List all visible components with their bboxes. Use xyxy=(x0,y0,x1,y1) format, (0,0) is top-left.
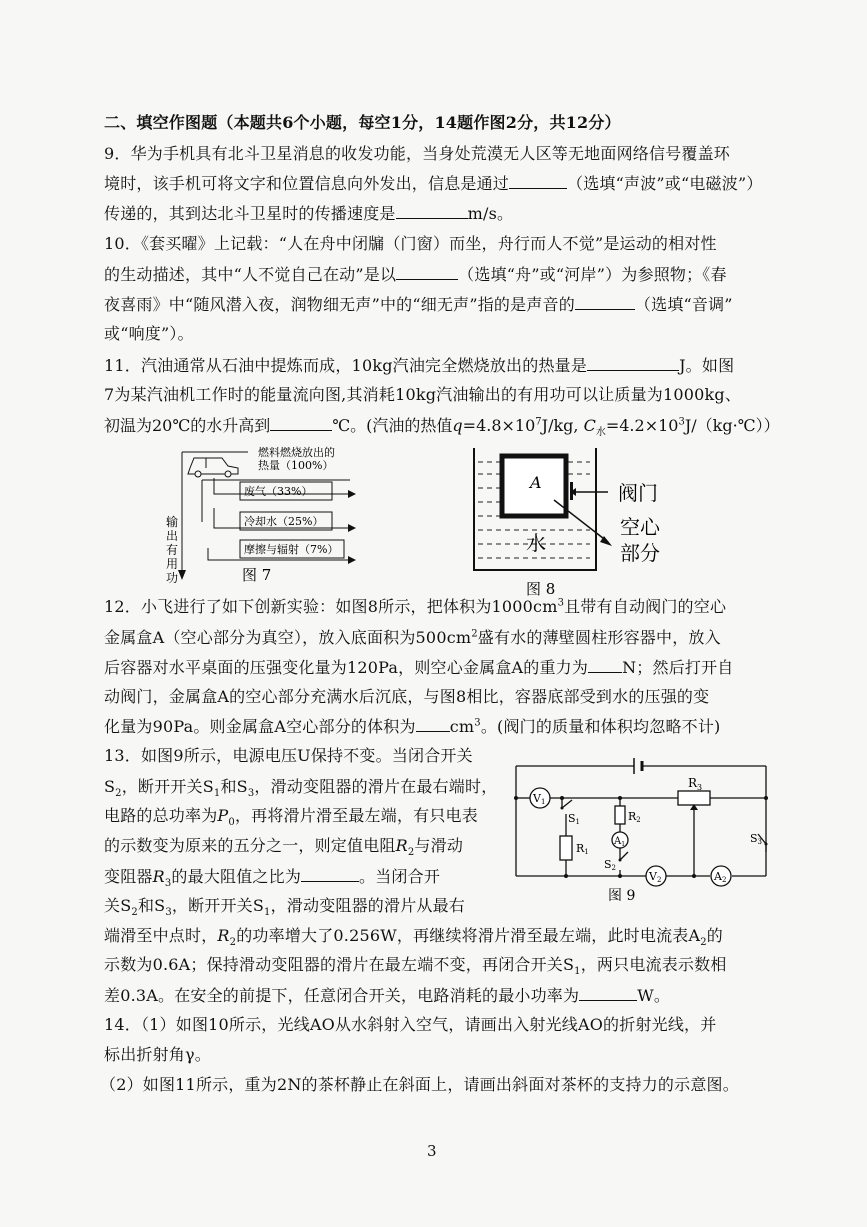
q13-subscript: 2 xyxy=(115,788,122,800)
q13-symbol: P xyxy=(217,806,229,825)
car-icon xyxy=(188,458,238,477)
q13-text: ，滑动变阻器的滑片从最右 xyxy=(270,896,466,915)
q9-line-2 xyxy=(104,173,784,194)
q13-subscript: 3 xyxy=(164,878,172,890)
q11-symbol: q xyxy=(452,416,463,435)
q12-exponent: 2 xyxy=(471,628,478,640)
fig7-cooling-label: 冷却水（25%） xyxy=(244,515,324,528)
r1-label: R1 xyxy=(576,842,589,856)
rheostat-r3 xyxy=(678,791,710,805)
q13-subscript: 2 xyxy=(131,907,138,919)
switch-s1-pivot xyxy=(561,807,564,810)
switch-s2 xyxy=(620,852,628,860)
q12-exponent: 3 xyxy=(474,717,481,729)
q10-text: （选填“音调” xyxy=(634,295,733,314)
q13-symbol: R xyxy=(152,867,165,886)
a1-label: $A_1$ xyxy=(614,836,626,848)
resistor-r2 xyxy=(615,806,625,824)
q12-blank-2[interactable] xyxy=(416,716,450,732)
q13-text: W。 xyxy=(637,986,671,1005)
figure-9-circuit xyxy=(510,748,772,904)
q13-text: 变阻器 xyxy=(104,867,153,886)
q12-text: 12．小飞进行了如下创新实验：如图8所示，把体积为1000cm xyxy=(104,597,558,616)
section-heading: 二、填空作图题（本题共6个小题，每空1分，14题作图2分，共12分） xyxy=(104,113,621,132)
q13-subscript: 2 xyxy=(407,847,415,859)
q13-line-8 xyxy=(104,955,784,978)
q14-line-1: 14．（1）如图10所示，光线AO从水斜射入空气，请画出入射光线AO的折射光线，并 xyxy=(104,1015,717,1034)
hollow-label-1: 空心 xyxy=(620,515,660,539)
q12-text: 盛有水的薄壁圆柱形容器中，放入 xyxy=(477,628,721,647)
q13-text: 关S xyxy=(104,896,132,915)
q11-subscript: 水 xyxy=(595,427,606,439)
q11-line-3 xyxy=(104,415,784,439)
q12-text: 金属盒A（空心部分为真空），放入底面积为500cm xyxy=(104,628,472,647)
q11-blank-1[interactable] xyxy=(587,355,679,371)
q12-text: 且带有自动阀门的空心 xyxy=(564,597,727,616)
q13-subscript: 2 xyxy=(229,937,237,949)
s2-label: S2 xyxy=(604,858,617,872)
q13-text: ，断开开关S xyxy=(171,896,265,915)
q13-text: 的示数变为原来的五分之一，则定值电阻 xyxy=(104,836,396,855)
q13-text: 端滑至中点时， xyxy=(104,926,218,945)
q11-text: J。如图 xyxy=(679,356,735,375)
q12-text: 化量为90Pa。则金属盒A空心部分的体积为 xyxy=(104,717,416,736)
s3-label: S3 xyxy=(750,832,763,846)
q13-subscript: 3 xyxy=(165,907,172,919)
q13-text: ，滑动变阻器的滑片在最右端时， xyxy=(254,777,498,796)
q11-exponent: 7 xyxy=(535,416,542,428)
q13-text: 。当闭合开 xyxy=(359,867,441,886)
hollow-pointer xyxy=(554,500,608,542)
q13-line-3 xyxy=(104,806,504,829)
q11-symbol: C xyxy=(583,416,596,435)
q10-text: （选填“舟”或“河岸”）为参照物；《春 xyxy=(458,265,727,284)
q13-subscript: 1 xyxy=(213,788,221,800)
s1-label: S1 xyxy=(568,812,581,826)
q10-line-4: 或“响度”）。 xyxy=(104,324,194,343)
friction-arrowhead xyxy=(348,556,356,564)
q10-text: 夜喜雨》中“随风潜入夜，润物细无声”中的“细无声”指的是声音的 xyxy=(104,295,575,314)
q13-text: 和S xyxy=(220,777,248,796)
q13-line-5 xyxy=(104,866,504,890)
fig7-top-label-2: 热量（100%） xyxy=(258,459,334,472)
q10-text: 的生动描述，其中“人不觉自己在动”是以 xyxy=(104,265,397,284)
junction-dots xyxy=(514,796,768,878)
q13-symbol: R xyxy=(395,836,408,855)
q11-text: 初温为20℃的水升高到 xyxy=(104,416,271,435)
q9-text: （选填“声波”或“电磁波”） xyxy=(567,174,763,193)
q10-line-3 xyxy=(104,294,784,315)
resistor-r1 xyxy=(560,836,572,860)
q12-line-2 xyxy=(104,628,784,648)
q10-line-2 xyxy=(104,264,784,285)
fig7-caption: 图 7 xyxy=(242,566,272,584)
box-a-label: A xyxy=(530,473,542,492)
q13-text: 和S xyxy=(137,896,166,915)
q11-line-2: 7为某汽油机工作时的能量流向图,其消耗10kg汽油输出的有用功可以让质量为1000kg、 xyxy=(104,385,742,404)
q13-blank-1[interactable] xyxy=(301,866,359,882)
q13-text: S xyxy=(104,777,116,796)
fig9-caption: 图 9 xyxy=(608,888,636,904)
q10-line-1: 10．《套买曜》上记载：“人在舟中闭牖（门窗）而坐，舟行而人不觉”是运动的相对性 xyxy=(104,234,717,253)
v1-label: V1 xyxy=(533,792,546,806)
q13-text: 示数为0.6A；保持滑动变阻器的滑片在最左端不变，再闭合开关S xyxy=(104,955,575,974)
q9-line-3 xyxy=(104,203,784,224)
q12-exponent: 3 xyxy=(557,597,565,609)
fig7-top-label-1: 燃料燃烧放出的 xyxy=(258,446,335,459)
q13-subscript: 2 xyxy=(700,937,707,949)
q12-line-1 xyxy=(104,597,784,617)
q12-text: 。(阀门的质量和体积均忽略不计) xyxy=(480,717,721,736)
water-label: 水 xyxy=(526,531,546,555)
q13-subscript: 1 xyxy=(264,907,271,919)
q13-text: 的最大阻值之比为 xyxy=(171,867,302,886)
q13-line-4 xyxy=(104,836,504,859)
q13-text: 电路的总功率为 xyxy=(104,806,218,825)
q13-line-6 xyxy=(104,896,504,919)
v2-label: V2 xyxy=(649,870,662,884)
q11-text: =4.8×10 xyxy=(462,416,536,435)
circuit-wires xyxy=(516,766,766,876)
q13-subscript: 0 xyxy=(228,817,235,829)
q11-blank-2[interactable] xyxy=(270,415,332,431)
q12-line-5 xyxy=(104,716,784,737)
q13-symbol: R xyxy=(217,926,230,945)
q9-line-1: 9．华为手机具有北斗卫星消息的收发功能，当身处荒漠无人区等无地面网络信号覆盖环 xyxy=(104,144,730,163)
figure-7-energy-flow xyxy=(160,444,360,590)
q11-text: 11．汽油通常从石油中提炼而成，10kg汽油完全燃烧放出的热量是 xyxy=(104,356,588,375)
fig7-useful-label: 用 xyxy=(166,557,179,571)
q11-text: J/kg, xyxy=(541,416,579,435)
cooling-arrowhead xyxy=(348,524,356,532)
q13-subscript: 3 xyxy=(247,788,255,800)
q13-line-9 xyxy=(104,985,784,1006)
r3-label: $R_3$ xyxy=(688,776,703,792)
q12-line-3 xyxy=(104,657,784,678)
q11-text: J/（kg·℃）） xyxy=(684,416,780,435)
q14-line-2: 标出折射角γ。 xyxy=(104,1045,211,1064)
exhaust-arrowhead xyxy=(348,490,356,498)
q9-text: 传递的，其到达北斗卫星时的传播速度是 xyxy=(104,204,396,223)
a2-label: A2 xyxy=(714,870,727,884)
q13-line-1: 13．如图9所示，电源电压U保持不变。当闭合开关 xyxy=(104,746,473,765)
switch-s1 xyxy=(562,800,572,808)
q13-text: ，断开开关S xyxy=(121,777,214,796)
q12-blank-1[interactable] xyxy=(588,657,622,673)
q13-text: 的功率增大了0.256W，再继续将滑片滑至最左端，此时电流表A xyxy=(236,926,701,945)
q11-text: ℃。(汽油的热值 xyxy=(332,416,453,435)
switch-s2-pivot xyxy=(619,859,622,862)
q13-text: 与滑动 xyxy=(414,836,464,855)
q10-blank-2[interactable] xyxy=(575,294,635,310)
page-number: 3 xyxy=(427,1142,437,1160)
q12-text: N；然后打开自 xyxy=(622,658,734,677)
q9-blank-2[interactable] xyxy=(396,203,468,219)
q10-blank-1[interactable] xyxy=(396,264,458,280)
q9-text: m/s。 xyxy=(467,204,514,223)
q11-text: =4.2×10 xyxy=(605,416,679,435)
q9-text: 境时，该手机可将文字和位置信息向外发出，信息是通过 xyxy=(104,174,510,193)
q13-text: ，再将滑片滑至最左端，有只电表 xyxy=(234,806,478,825)
q13-line-2 xyxy=(104,777,504,800)
fig7-useful-label: 有 xyxy=(166,543,179,557)
q11-exponent: 3 xyxy=(678,416,685,428)
fig7-useful-label: 功 xyxy=(166,571,179,585)
q13-text: 差0.3A。在安全的前提下，任意闭合开关，电路消耗的最小功率为 xyxy=(104,986,580,1005)
figure-8-container xyxy=(470,444,690,600)
q13-blank-2[interactable] xyxy=(579,985,637,1001)
q11-line-1 xyxy=(104,355,784,376)
q9-blank-1[interactable] xyxy=(509,173,567,189)
valve-label: 阀门 xyxy=(618,481,658,505)
r2-label: R2 xyxy=(628,810,641,824)
switch-s3-pivot xyxy=(765,843,768,846)
q13-text: 的 xyxy=(706,926,723,945)
fig7-useful-label: 出 xyxy=(166,529,179,543)
q12-line-4: 动阀门，金属盒A的空心部分充满水后沉底，与图8相比，容器底部受到水的压强的变 xyxy=(104,687,710,706)
q12-text: cm xyxy=(449,717,475,736)
fig7-friction-label: 摩擦与辐射（7%） xyxy=(244,543,339,556)
fig8-caption: 图 8 xyxy=(526,580,556,598)
useful-arrowhead xyxy=(178,570,186,580)
q13-subscript: 1 xyxy=(574,966,581,978)
fig7-useful-label: 输 xyxy=(166,515,179,529)
q13-text: ，两只电流表示数相 xyxy=(580,955,727,974)
fig7-exhaust-label: 废气（33%） xyxy=(244,485,313,498)
hollow-label-2: 部分 xyxy=(620,541,660,565)
q14-line-3: （2）如图11所示，重为2N的茶杯静止在斜面上，请画出斜面对茶杯的支持力的示意图。 xyxy=(100,1075,739,1094)
q12-text: 后容器对水平桌面的压强变化量为120Pa，则空心金属盒A的重力为 xyxy=(104,658,589,677)
q13-line-7 xyxy=(104,926,784,949)
